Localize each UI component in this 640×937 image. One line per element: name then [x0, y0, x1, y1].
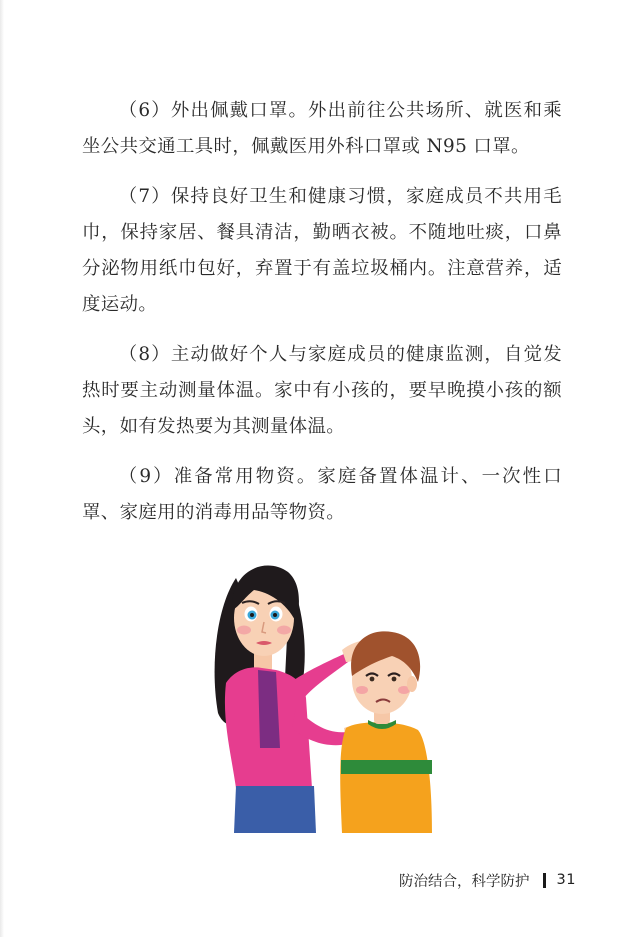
paragraph-6: （6）外出佩戴口罩。外出前往公共场所、就医和乘坐公共交通工具时，佩戴医用外科口罩或 N95 口罩。: [82, 100, 562, 157]
page-footer: [399, 868, 576, 892]
mother-child-illustration: [196, 548, 446, 833]
page-number: 31: [556, 872, 576, 888]
paragraph-7: （7）保持良好卫生和健康习惯，家庭成员不共用毛巾，保持家居、餐具清洁，勤晒衣被。不随地吐痰，口鼻分泌物用纸巾包好，弃置于有盖垃圾桶内。注意营养，适度运动。: [82, 186, 562, 315]
footer-section-title: 防治结合，科学防护: [399, 873, 530, 890]
body-text: [82, 93, 562, 545]
paragraph-8: （8）主动做好个人与家庭成员的健康监测，自觉发热时要主动测量体温。家中有小孩的，要早晚摸小孩的额头，如有发热要为其测量体温。: [82, 344, 562, 437]
page-edge: [0, 0, 4, 937]
paragraph-9: （9）准备常用物资。家庭备置体温计、一次性口罩、家庭用的消毒用品等物资。: [82, 466, 562, 523]
footer-divider: [543, 873, 546, 888]
